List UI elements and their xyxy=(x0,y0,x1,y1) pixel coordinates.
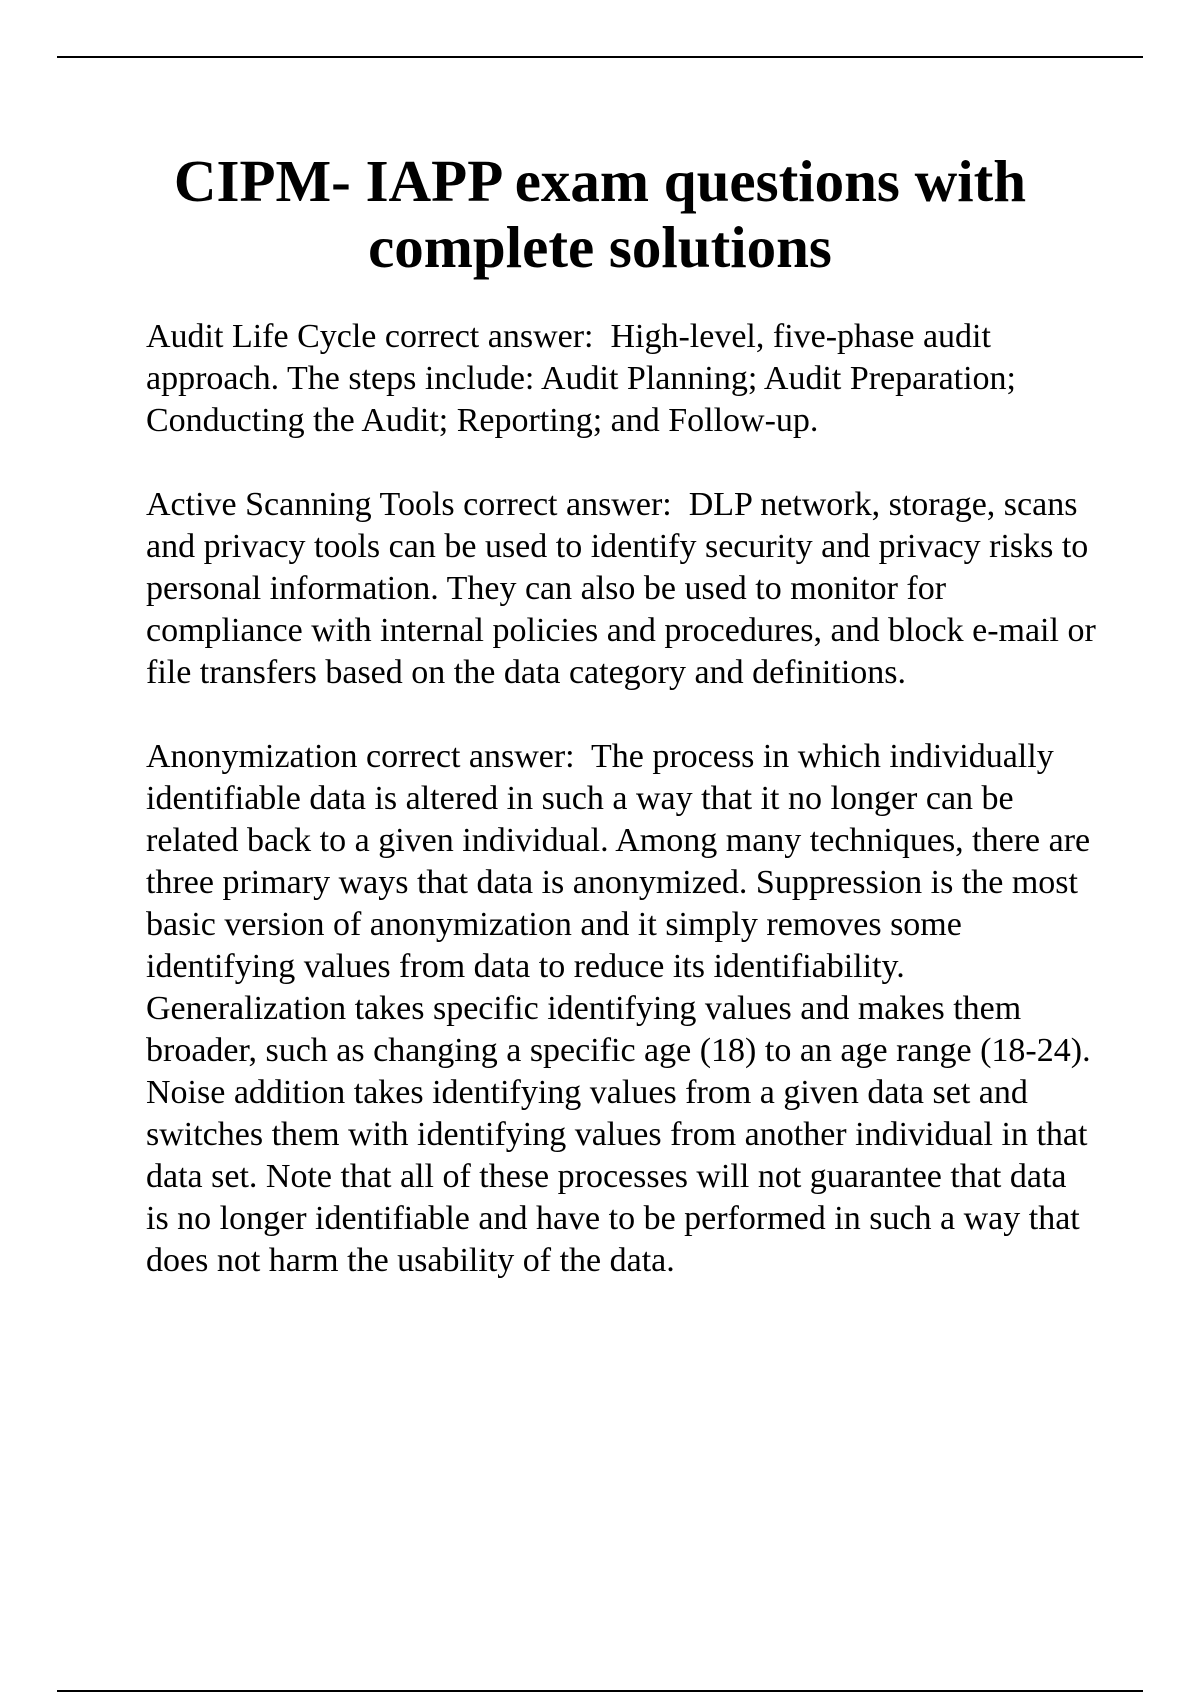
qa-entries xyxy=(146,316,1105,1324)
document-title: CIPM- IAPP exam questions with complete solutions xyxy=(173,148,1027,280)
qa-entry-anonymization: Anonymization correct answer: The process in which individually identifiable data is altered in such a way that it no longer can be related back to a given individual. Among many techniques, there are three primary ways that data is anonymized. Suppression is the most basic version of anonymization and it simply removes some identifying values from data to reduce its identifiability. Generalization takes specific identifying values and makes them broader, such as changing a specific age (18) to an age range (18-24). Noise addition takes identifying values from a given data set and switches them with identifying values from another individual in that data set. Note that all of these processes will not guarantee that data is no longer identifiable and have to be performed in such a way that does not harm the usability of the data. xyxy=(146,738,1100,1279)
qa-entry-audit-life-cycle: Audit Life Cycle correct answer: High-level, five-phase audit approach. The steps include: Audit Planning; Audit Preparation; Conducting the Audit; Reporting; and Follow-up. xyxy=(146,318,1025,439)
bottom-rule xyxy=(57,1690,1143,1692)
qa-entry-active-scanning-tools: Active Scanning Tools correct answer: DLP network, storage, scans and privacy tools can be used to identify security and privacy risks to personal information. They can also be used to monitor for compliance with internal policies and procedures, and block e-mail or file transfers based on the data category and definitions. xyxy=(146,486,1105,691)
top-rule xyxy=(57,56,1143,58)
